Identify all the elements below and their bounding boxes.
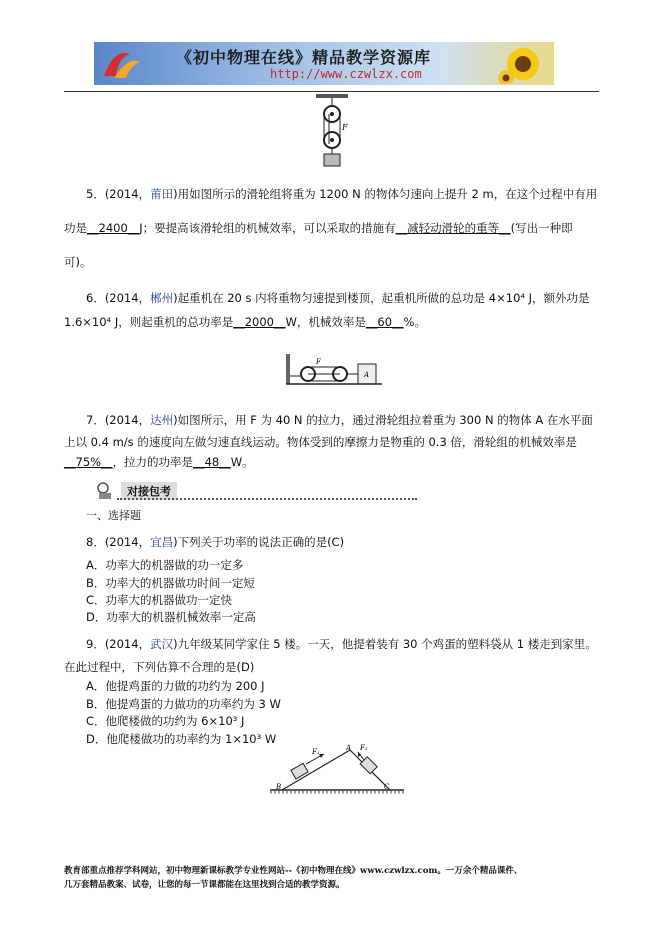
footer-line1: 教育部重点推荐学科网站，初中物理新课标教学专业性网站--《初中物理在线》www.czwlzx.com。一万余个精品课件、 (64, 866, 523, 876)
label-a: A (346, 744, 352, 752)
q7-answer-1: __75%__ (64, 455, 113, 469)
label-c: C (384, 783, 390, 791)
q9-stem-line2: 在此过程中，下列估算不合理的是(D) (64, 660, 255, 674)
label-f1: F₁ (312, 748, 320, 756)
q8-option-c: C．功率大的机器做功一定快 (86, 593, 233, 607)
section-label: 对接包考 (121, 482, 177, 500)
q5-answer-1: __2400__ (87, 221, 140, 235)
q9-option-a: A．他提鸡蛋的力做的功约为 200 J (86, 679, 265, 693)
q8-option-b: B．功率大的机器做功时间一定短 (86, 576, 255, 590)
q5-line3: 可)。 (64, 255, 92, 269)
q9-option-b: B．他提鸡蛋的力做功的功率约为 3 W (86, 697, 281, 711)
section-header (95, 482, 325, 500)
figure2-label-f: F (316, 358, 321, 366)
q6-answer-1: __2000__ (233, 315, 286, 329)
horizontal-pulley-figure (286, 352, 382, 388)
section-subtitle: 一、选择题 (86, 509, 141, 522)
section-divider (117, 498, 417, 500)
site-logo-icon (100, 46, 144, 82)
header-banner (94, 42, 554, 85)
q7-answer-2: __48__ (193, 455, 231, 469)
pulley-figure (312, 92, 352, 170)
label-b: B (276, 783, 282, 791)
q9-option-c: C．他爬楼做的功约为 6×10³ J (86, 714, 245, 728)
q7-line1: 7．(2014，达州)如图所示，用 F 为 40 N 的拉力，通过滑轮组拉着重为 300 N 的物体 A 在水平面 (86, 413, 593, 427)
q9-stem-line1: 9．(2014，武汉)九年级某同学家住 5 楼。一天，他提着装有 30 个鸡蛋的塑料袋从 1 楼走到家里。 (86, 637, 597, 651)
q8-option-a: A．功率大的机器做的功一定多 (86, 558, 244, 572)
q7-line2: 上以 0.4 m/s 的速度向左做匀速直线运动。物体受到的摩擦力是物重的 0.3 倍，滑轮组的机械效率是 (64, 435, 577, 449)
figure2-label-a: A (364, 371, 370, 379)
q6-line2: 1.6×10⁴ J，则起重机的总功率是__2000__W，机械效率是__60__%。 (64, 315, 426, 329)
sunflower-icon (498, 44, 548, 84)
figure-label-f: F (342, 123, 348, 132)
q8-stem: 8．(2014，宜昌)下列关于功率的说法正确的是(C) (86, 535, 345, 549)
q8-option-d: D．功率大的机器机械效率一定高 (86, 610, 256, 624)
q9-option-d: D．他爬楼做功的功率约为 1×10³ W (86, 732, 277, 746)
banner-url[interactable]: http://www.czwlzx.com (270, 67, 422, 81)
q5-line1: 5．(2014，莆田)用如图所示的滑轮组将重为 1200 N 的物体匀速向上提升 2 m，在这个过程中有用 (86, 187, 598, 201)
q5-answer-2: __减轻动滑轮的重等__ (395, 221, 511, 235)
q6-answer-2: __60__ (365, 315, 404, 329)
label-f2: F₂ (360, 744, 368, 752)
q5-line2: 功是__2400__J；要提高该滑轮组的机械效率，可以采取的措施有__减轻动滑轮的重等__(写出一种即 (64, 221, 573, 235)
banner-title: 《初中物理在线》精品教学资源库 (176, 48, 432, 67)
section-icon (95, 482, 115, 500)
footer-line2: 几万套精品教案、试卷，让您的每一节课都能在这里找到合适的教学资源。 (64, 880, 345, 890)
incline-figure (268, 742, 408, 798)
q7-line3: __75%__，拉力的功率是__48__W。 (64, 455, 254, 469)
q6-line1: 6．(2014，郴州)起重机在 20 s 内将重物匀速提到楼顶，起重机所做的总功是 4×10⁴ J，额外功是 (86, 291, 590, 305)
